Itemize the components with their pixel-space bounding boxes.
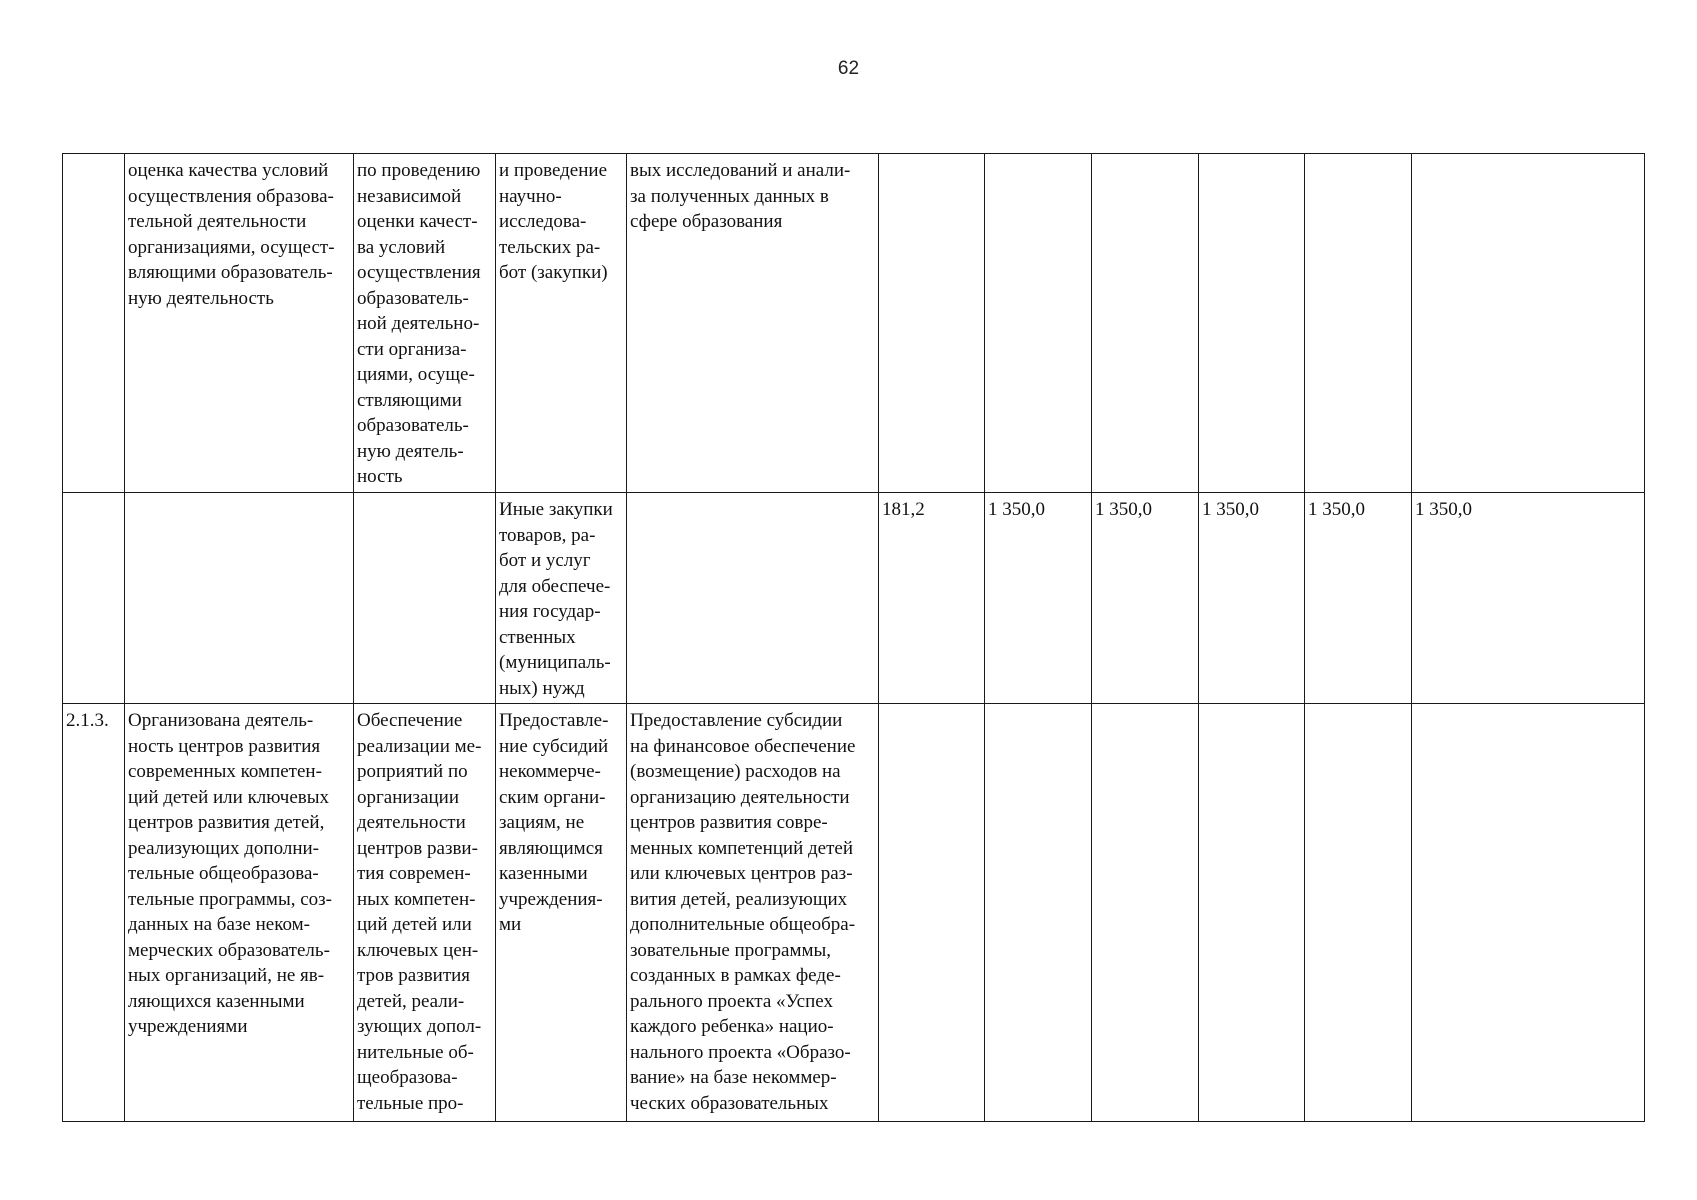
page-number: 62	[837, 58, 860, 79]
cell-number	[63, 493, 125, 704]
cell-direction	[627, 493, 879, 704]
cell-value	[1412, 704, 1645, 1122]
cell-value	[985, 704, 1092, 1122]
table-row	[63, 154, 1645, 493]
cell-value	[1092, 154, 1199, 493]
cell-direction: Предоставление субсидии на финансовое обеспечение (возмещение) расходов на организацию деятельности центров развития совре- менных компетенций детей или ключевых центров раз- вития детей, реализующих дополнительные общеобра- зовательные программы, созданных в рамках феде- рального проекта «Успех каждого ребенка» нацио- нального проекта «Образо- вание» на базе некоммер- ческих образовательных	[627, 704, 879, 1122]
cell-value: 1 350,0	[1092, 493, 1199, 704]
cell-value	[879, 704, 985, 1122]
cell-value: 1 350,0	[985, 493, 1092, 704]
table-row	[63, 704, 1645, 1122]
cell-number	[63, 154, 125, 493]
cell-result: оценка качества условий осуществления образова- тельной деятельности организациями, осущест- вляющими образователь- ную деятельность	[125, 154, 354, 493]
cell-value	[1092, 704, 1199, 1122]
cell-event: по проведению независимой оценки качест- ва условий осуществления образователь- ной деятельно- сти организа- циями, осуще- ствляющими образователь- ную деятель- ность	[354, 154, 496, 493]
cell-value	[1305, 154, 1412, 493]
cell-direction: вых исследований и анали- за полученных данных в сфере образования	[627, 154, 879, 493]
cell-value: 1 350,0	[1199, 493, 1305, 704]
cell-event	[354, 493, 496, 704]
cell-result	[125, 493, 354, 704]
cell-value	[879, 154, 985, 493]
cell-value	[1199, 704, 1305, 1122]
cell-value	[985, 154, 1092, 493]
budget-table	[62, 153, 1645, 1122]
cell-value: 181,2	[879, 493, 985, 704]
cell-expense-type: и проведение научно- исследова- тельских ра- бот (закупки)	[496, 154, 627, 493]
cell-value	[1412, 154, 1645, 493]
cell-value: 1 350,0	[1412, 493, 1645, 704]
cell-value	[1199, 154, 1305, 493]
cell-result: Организована деятель- ность центров развития современных компетен- ций детей или ключевых центров развития детей, реализующих дополни- тельные общеобразова- тельные программы, соз- данных на базе неком- мерческих образователь- ных организаций, не яв- ляющихся казенными учреждениями	[125, 704, 354, 1122]
table-row	[63, 493, 1645, 704]
cell-number: 2.1.3.	[63, 704, 125, 1122]
cell-expense-type: Иные закупки товаров, ра- бот и услуг для обеспече- ния государ- ственных (муниципаль- ных) нужд	[496, 493, 627, 704]
cell-value: 1 350,0	[1305, 493, 1412, 704]
cell-event: Обеспечение реализации ме- роприятий по организации деятельности центров разви- тия современ- ных компетен- ций детей или ключевых цен- тров развития детей, реали- зующих допол- нительные об- щеобразова- тельные про-	[354, 704, 496, 1122]
cell-value	[1305, 704, 1412, 1122]
cell-expense-type: Предоставле- ние субсидий некоммерче- ским органи- зациям, не являющимся казенными учреждения- ми	[496, 704, 627, 1122]
